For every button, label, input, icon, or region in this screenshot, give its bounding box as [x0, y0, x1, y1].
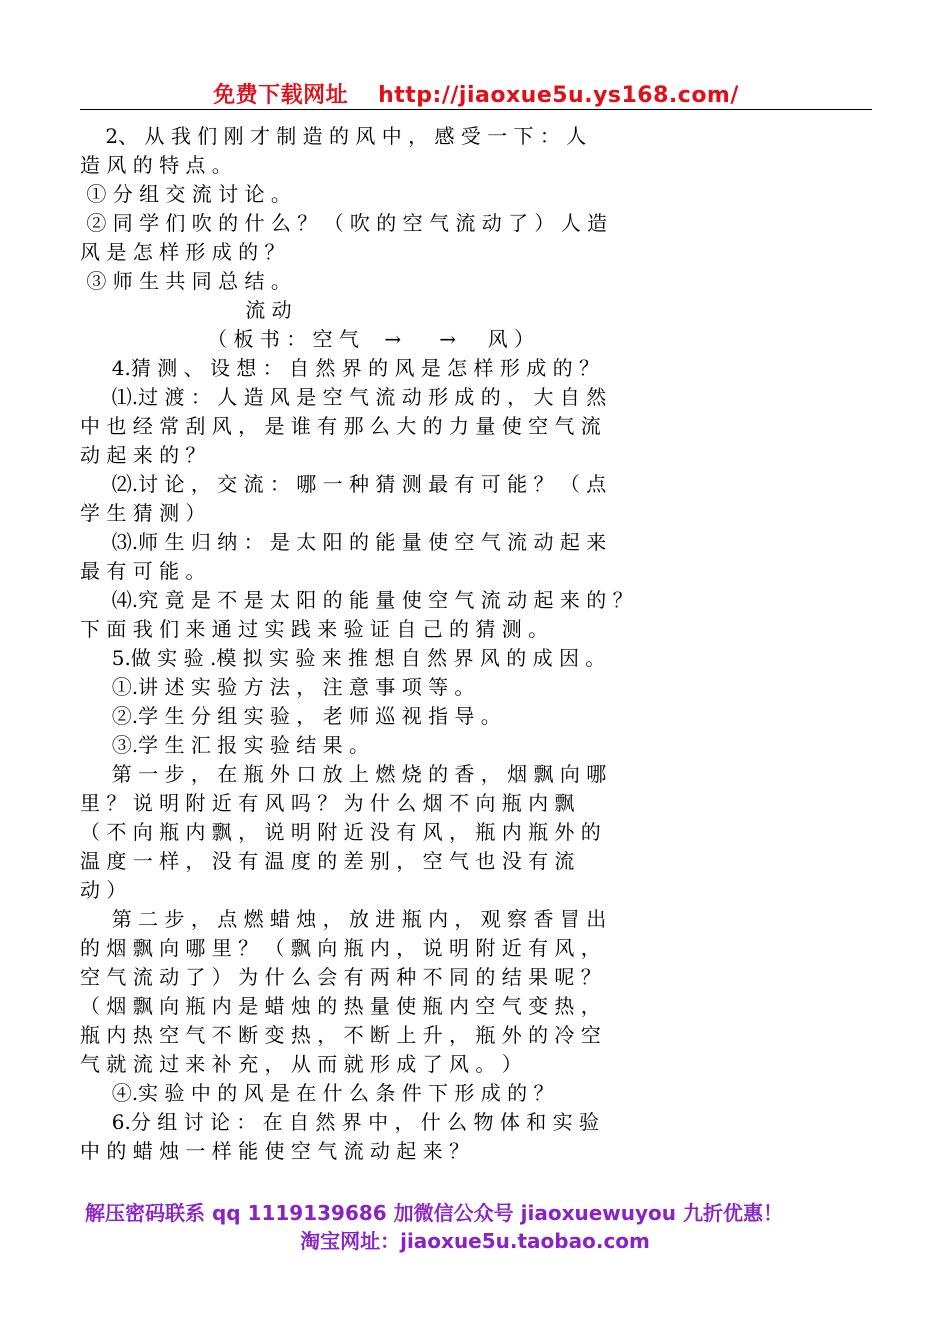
- footer-contact: 解压密码联系 qq 1119139686 加微信公众号 jiaoxuewuyou 九折优惠！: [85, 1201, 783, 1225]
- text-line: 6.分 组 讨 论 ： 在 自 然 界 中 ， 什 么 物 体 和 实 验: [80, 1110, 599, 1134]
- text-line: （ 板 书 ： 空 气 → → 风 ）: [80, 327, 535, 351]
- text-line: 5.做 实 验 .模 拟 实 验 来 推 想 自 然 界 风 的 成 因 。: [80, 646, 606, 670]
- text-line: ③.学 生 汇 报 实 验 结 果 。: [80, 733, 370, 757]
- text-line: 动 ）: [80, 878, 127, 902]
- text-line: 流 动: [80, 298, 292, 322]
- text-line: 温 度 一 样 ， 没 有 温 度 的 差 别 ， 空 气 也 没 有 流: [80, 849, 575, 873]
- download-header: [80, 78, 872, 109]
- text-line: 中 的 蜡 烛 一 样 能 使 空 气 流 动 起 来 ？: [80, 1139, 470, 1163]
- text-line: （ 烟 飘 向 瓶 内 是 蜡 烛 的 热 量 使 瓶 内 空 气 变 热 ，: [80, 994, 601, 1018]
- text-line: 的 烟 飘 向 哪 里 ？ （ 飘 向 瓶 内 ， 说 明 附 近 有 风 ，: [80, 936, 601, 960]
- text-line: 4.猜 测 、 设 想 ： 自 然 界 的 风 是 怎 样 形 成 的 ？: [80, 356, 599, 380]
- text-line: 第 一 步 ， 在 瓶 外 口 放 上 燃 烧 的 香 ， 烟 飘 向 哪: [80, 762, 607, 786]
- text-line: ① 分 组 交 流 讨 论 。: [80, 182, 291, 206]
- document-body: [80, 122, 880, 1166]
- text-line: 里 ？ 说 明 附 近 有 风 吗 ？ 为 什 么 烟 不 向 瓶 内 飘: [80, 791, 575, 815]
- text-line: 气 就 流 过 来 补 充 ， 从 而 就 形 成 了 风 。 ）: [80, 1052, 522, 1076]
- text-line: 造 风 的 特 点 。: [80, 153, 232, 177]
- text-line: ④.实 验 中 的 风 是 在 什 么 条 件 下 形 成 的 ？: [80, 1081, 554, 1105]
- text-line: ⑶.师 生 归 纳 ： 是 太 阳 的 能 量 使 空 气 流 动 起 来: [80, 530, 607, 554]
- text-line: ② 同 学 们 吹 的 什 么 ？ （ 吹 的 空 气 流 动 了 ） 人 造: [80, 211, 608, 235]
- download-url-link[interactable]: http://jiaoxue5u.ys168.com/: [378, 83, 739, 108]
- text-line: 学 生 猜 测 ）: [80, 501, 206, 525]
- text-line: ②.学 生 分 组 实 验 ， 老 师 巡 视 指 导 。: [80, 704, 501, 728]
- text-line: ③ 师 生 共 同 总 结 。: [80, 269, 291, 293]
- text-line: 瓶 内 热 空 气 不 断 变 热 ， 不 断 上 升 ， 瓶 外 的 冷 空: [80, 1023, 601, 1047]
- text-line: ⑷.究 竟 是 不 是 太 阳 的 能 量 使 空 气 流 动 起 来 的 ？: [80, 588, 633, 612]
- text-line: 第 二 步 ， 点 燃 蜡 烛 ， 放 进 瓶 内 ， 观 察 香 冒 出: [80, 907, 607, 931]
- header-divider: [80, 109, 872, 110]
- text-line: 2、 从 我 们 刚 才 制 造 的 风 中 ， 感 受 一 下 ： 人: [80, 124, 587, 148]
- text-line: 下 面 我 们 来 通 过 实 践 来 验 证 自 己 的 猜 测 。: [80, 617, 549, 641]
- text-line: ⑴.过 渡 ： 人 造 风 是 空 气 流 动 形 成 的 ， 大 自 然: [80, 385, 607, 409]
- download-label: 免费下载网址: [213, 83, 349, 108]
- text-line: ①.讲 述 实 验 方 法 ， 注 意 事 项 等 。: [80, 675, 475, 699]
- text-line: 动 起 来 的 ？: [80, 443, 206, 467]
- text-line: ⑵.讨 论 ， 交 流 ： 哪 一 种 猜 测 最 有 可 能 ？ （ 点: [80, 472, 607, 496]
- text-line: 最 有 可 能 。: [80, 559, 206, 583]
- footer-shop-url[interactable]: 淘宝网址：jiaoxue5u.taobao.com: [300, 1229, 650, 1253]
- text-line: 空 气 流 动 了 ） 为 什 么 会 有 两 种 不 同 的 结 果 呢 ？: [80, 965, 601, 989]
- text-line: 中 也 经 常 刮 风 ， 是 谁 有 那 么 大 的 力 量 使 空 气 流: [80, 414, 601, 438]
- text-line: 风 是 怎 样 形 成 的 ？: [80, 240, 285, 264]
- text-line: （ 不 向 瓶 内 飘 ， 说 明 附 近 没 有 风 ， 瓶 内 瓶 外 的: [80, 820, 601, 844]
